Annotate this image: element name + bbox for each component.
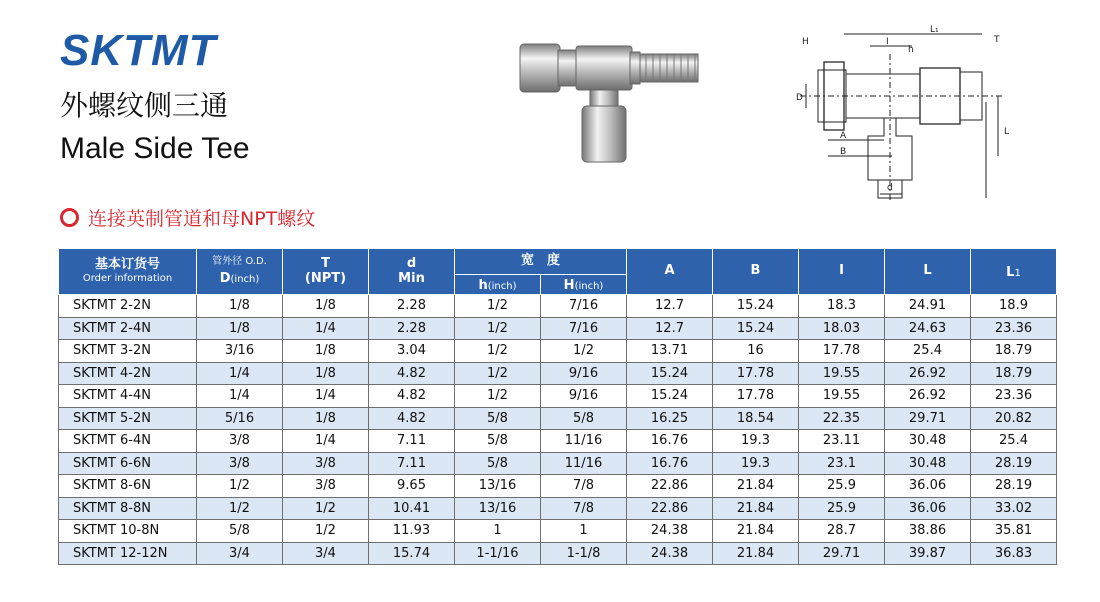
product-photo — [500, 32, 710, 167]
dimension-drawing — [780, 22, 1020, 204]
table-cell: 3/8 — [283, 452, 369, 475]
table-cell: 3/8 — [283, 475, 369, 498]
table-cell: 4.82 — [369, 362, 455, 385]
product-title-en: Male Side Tee — [60, 132, 250, 165]
table-cell: 22.35 — [799, 407, 885, 430]
table-cell: 30.48 — [885, 430, 971, 453]
table-cell: 1/4 — [283, 317, 369, 340]
table-cell: 1/2 — [455, 340, 541, 363]
table-cell: 21.84 — [713, 542, 799, 565]
table-cell: 1/2 — [455, 317, 541, 340]
table-cell: 26.92 — [885, 362, 971, 385]
table-cell: 12.7 — [627, 317, 713, 340]
table-cell: 18.3 — [799, 295, 885, 318]
section-heading-text: 连接英制管道和母NPT螺纹 — [88, 208, 316, 230]
header-b: B — [713, 249, 799, 295]
table-cell: 15.24 — [713, 317, 799, 340]
table-row — [59, 295, 1057, 318]
table-cell: 28.19 — [971, 452, 1057, 475]
table-cell: 1/8 — [283, 362, 369, 385]
table-cell: 1-1/8 — [541, 542, 627, 565]
order-code-cell: SKTMT 8-8N — [59, 497, 197, 520]
table-cell: 25.9 — [799, 475, 885, 498]
table-cell: 1/8 — [283, 295, 369, 318]
table-cell: 7/16 — [541, 317, 627, 340]
table-cell: 16.76 — [627, 430, 713, 453]
table-cell: 1/2 — [197, 475, 283, 498]
table-cell: 4.82 — [369, 385, 455, 408]
table-cell: 18.79 — [971, 340, 1057, 363]
table-cell: 4.82 — [369, 407, 455, 430]
table-cell: 5/8 — [541, 407, 627, 430]
drawing-label-B: B — [840, 147, 847, 157]
table-cell: 1/8 — [197, 317, 283, 340]
table-cell: 15.24 — [627, 385, 713, 408]
table-cell: 29.71 — [799, 542, 885, 565]
table-row — [59, 407, 1057, 430]
table-cell: 18.9 — [971, 295, 1057, 318]
table-row — [59, 542, 1057, 565]
table-cell: 25.4 — [885, 340, 971, 363]
table-cell: 25.9 — [799, 497, 885, 520]
header-a: A — [627, 249, 713, 295]
table-body — [59, 295, 1057, 565]
table-cell: 29.71 — [885, 407, 971, 430]
drawing-label-d: d — [887, 183, 893, 193]
table-cell: 3/8 — [197, 430, 283, 453]
table-cell: 1/2 — [455, 295, 541, 318]
table-header — [59, 249, 1057, 295]
table-cell: 2.28 — [369, 317, 455, 340]
table-cell: 7.11 — [369, 430, 455, 453]
table-cell: 24.38 — [627, 542, 713, 565]
table-cell: 36.83 — [971, 542, 1057, 565]
table-cell: 9.65 — [369, 475, 455, 498]
table-cell: 23.1 — [799, 452, 885, 475]
table-cell: 1/8 — [197, 295, 283, 318]
table-cell: 2.28 — [369, 295, 455, 318]
order-code-cell: SKTMT 6-6N — [59, 452, 197, 475]
table-cell: 24.91 — [885, 295, 971, 318]
table-cell: 17.78 — [713, 362, 799, 385]
table-cell: 13/16 — [455, 497, 541, 520]
table-cell: 11/16 — [541, 430, 627, 453]
order-code-cell: SKTMT 4-4N — [59, 385, 197, 408]
table-cell: 19.3 — [713, 430, 799, 453]
header-width: 宽 度 — [455, 249, 627, 275]
table-cell: 36.06 — [885, 475, 971, 498]
table-cell: 18.03 — [799, 317, 885, 340]
order-code-cell: SKTMT 4-2N — [59, 362, 197, 385]
table-cell: 23.11 — [799, 430, 885, 453]
table-cell: 1/2 — [455, 362, 541, 385]
table-cell: 13.71 — [627, 340, 713, 363]
table-cell: 38.86 — [885, 520, 971, 543]
product-code: SKTMT — [60, 26, 217, 75]
drawing-label-L1: L₁ — [930, 25, 939, 35]
table-cell: 12.7 — [627, 295, 713, 318]
table-cell: 9/16 — [541, 385, 627, 408]
table-cell: 7/8 — [541, 497, 627, 520]
order-code-cell: SKTMT 2-4N — [59, 317, 197, 340]
table-cell: 15.24 — [713, 295, 799, 318]
table-row — [59, 520, 1057, 543]
table-cell: 22.86 — [627, 497, 713, 520]
header-od: 管外径 O.D. D(inch) — [197, 249, 283, 295]
table-cell: 7/16 — [541, 295, 627, 318]
table-cell: 1 — [541, 520, 627, 543]
table-cell: 18.79 — [971, 362, 1057, 385]
table-cell: 1 — [455, 520, 541, 543]
drawing-label-D: D — [796, 93, 803, 103]
table-row — [59, 317, 1057, 340]
table-row — [59, 362, 1057, 385]
table-cell: 16 — [713, 340, 799, 363]
table-cell: 24.38 — [627, 520, 713, 543]
table-cell: 1/2 — [197, 497, 283, 520]
table-cell: 15.74 — [369, 542, 455, 565]
table-cell: 5/8 — [455, 407, 541, 430]
table-cell: 28.19 — [971, 475, 1057, 498]
table-cell: 3/4 — [197, 542, 283, 565]
table-cell: 1/2 — [455, 385, 541, 408]
table-cell: 19.3 — [713, 452, 799, 475]
table-cell: 11/16 — [541, 452, 627, 475]
table-cell: 22.86 — [627, 475, 713, 498]
table-cell: 24.63 — [885, 317, 971, 340]
section-heading — [60, 204, 315, 231]
table-cell: 9/16 — [541, 362, 627, 385]
table-cell: 7/8 — [541, 475, 627, 498]
table-cell: 5/8 — [197, 520, 283, 543]
drawing-label-A: A — [840, 131, 847, 141]
table-cell: 5/16 — [197, 407, 283, 430]
order-code-cell: SKTMT 3-2N — [59, 340, 197, 363]
table-cell: 18.54 — [713, 407, 799, 430]
table-cell: 36.06 — [885, 497, 971, 520]
table-cell: 16.76 — [627, 452, 713, 475]
table-cell: 20.82 — [971, 407, 1057, 430]
table-cell: 1/8 — [283, 407, 369, 430]
table-cell: 25.4 — [971, 430, 1057, 453]
table-cell: 5/8 — [455, 452, 541, 475]
circle-bullet-icon — [60, 208, 79, 227]
header-order-info: 基本订货号 Order information — [59, 249, 197, 295]
header-t-npt: T (NPT) — [283, 249, 369, 295]
order-code-cell: SKTMT 12-12N — [59, 542, 197, 565]
table-cell: 1/4 — [283, 430, 369, 453]
drawing-label-h: h — [908, 45, 914, 55]
header-i: I — [799, 249, 885, 295]
table-cell: 1/4 — [197, 362, 283, 385]
header-h-big: H(inch) — [541, 275, 627, 295]
drawing-label-L: L — [1004, 127, 1010, 137]
table-cell: 3/4 — [283, 542, 369, 565]
table-row — [59, 430, 1057, 453]
table-row — [59, 475, 1057, 498]
drawing-label-T: T — [994, 35, 1000, 45]
table-cell: 26.92 — [885, 385, 971, 408]
table-cell: 5/8 — [455, 430, 541, 453]
table-cell: 35.81 — [971, 520, 1057, 543]
order-code-cell: SKTMT 6-4N — [59, 430, 197, 453]
table-cell: 23.36 — [971, 317, 1057, 340]
table-row — [59, 385, 1057, 408]
order-code-cell: SKTMT 10-8N — [59, 520, 197, 543]
table-cell: 3/8 — [197, 452, 283, 475]
table-cell: 39.87 — [885, 542, 971, 565]
table-cell: 33.02 — [971, 497, 1057, 520]
table-cell: 1/2 — [283, 520, 369, 543]
product-title-cn: 外螺纹侧三通 — [60, 89, 229, 122]
order-code-cell: SKTMT 8-6N — [59, 475, 197, 498]
order-code-cell: SKTMT 5-2N — [59, 407, 197, 430]
table-cell: 17.78 — [799, 340, 885, 363]
table-cell: 1/8 — [283, 340, 369, 363]
table-cell: 13/16 — [455, 475, 541, 498]
drawing-label-H: H — [802, 37, 809, 47]
table-row — [59, 340, 1057, 363]
table-cell: 23.36 — [971, 385, 1057, 408]
table-cell: 19.55 — [799, 385, 885, 408]
table-cell: 1/2 — [541, 340, 627, 363]
table-cell: 11.93 — [369, 520, 455, 543]
header-d-min: d Min — [369, 249, 455, 295]
table-cell: 21.84 — [713, 497, 799, 520]
table-cell: 7.11 — [369, 452, 455, 475]
table-cell: 21.84 — [713, 475, 799, 498]
table-cell: 16.25 — [627, 407, 713, 430]
table-cell: 1/2 — [283, 497, 369, 520]
table-cell: 3/16 — [197, 340, 283, 363]
header-h-small: h(inch) — [455, 275, 541, 295]
drawing-label-I: I — [886, 37, 889, 47]
table-cell: 28.7 — [799, 520, 885, 543]
table-row — [59, 497, 1057, 520]
table-cell: 15.24 — [627, 362, 713, 385]
table-cell: 1/4 — [197, 385, 283, 408]
spec-table — [58, 248, 1057, 565]
table-cell: 1-1/16 — [455, 542, 541, 565]
table-cell: 3.04 — [369, 340, 455, 363]
header-l1: L1 — [971, 249, 1057, 295]
table-cell: 19.55 — [799, 362, 885, 385]
table-cell: 30.48 — [885, 452, 971, 475]
table-cell: 10.41 — [369, 497, 455, 520]
header-l: L — [885, 249, 971, 295]
table-cell: 17.78 — [713, 385, 799, 408]
table-cell: 1/4 — [283, 385, 369, 408]
table-cell: 21.84 — [713, 520, 799, 543]
order-code-cell: SKTMT 2-2N — [59, 295, 197, 318]
table-row — [59, 452, 1057, 475]
